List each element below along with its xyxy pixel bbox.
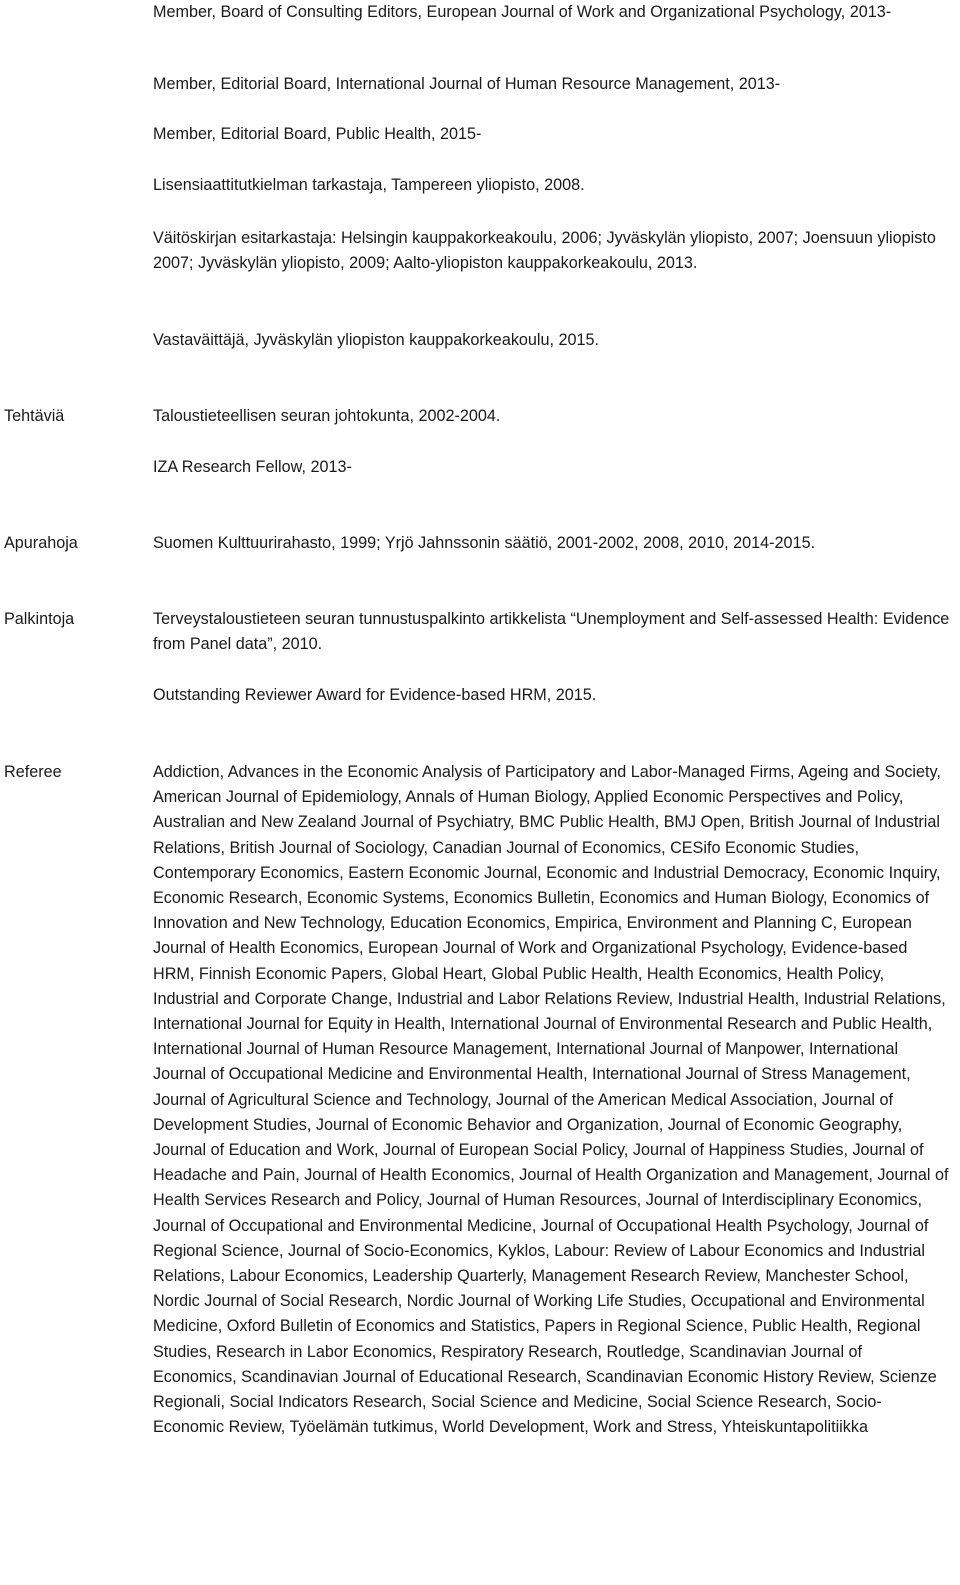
entry-opponent: Vastaväittäjä, Jyväskylän yliopiston kauppakorkeakoulu, 2015. [153, 331, 600, 349]
entry-licentiate-examiner: Lisensiaattitutkielman tarkastaja, Tampereen yliopisto, 2008. [153, 176, 585, 194]
section-label-referee: Referee [4, 763, 62, 781]
entry-tehtavia-2: IZA Research Fellow, 2013- [153, 458, 352, 476]
entry-consulting-editors: Member, Board of Consulting Editors, European Journal of Work and Organizational Psychology, 2013- [153, 3, 892, 21]
entry-palkintoja-2: Outstanding Reviewer Award for Evidence-based HRM, 2015. [153, 686, 597, 704]
referee-journal-list: Addiction, Advances in the Economic Analysis of Participatory and Labor-Managed Firms, Ageing and Society, American Journal of Epidemiology, Annals of Human Biology, Applied Economic Perspectives and Policy, Australian and New Zealand Journal of Psychiatry, BMC Public Health, BMJ Open, British Journal of Industrial Relations, British Journal of Sociology, Canadian Journal of Economics, CESifo Economic Studies, Contemporary Economics, Eastern Economic Journal, Economic and Industrial Democracy, Economic Inquiry, Economic Research, Economic Systems, Economics Bulletin, Economics and Human Biology, Economics of Innovation and New Technology, Education Economics, Empirica, Environment and Planning C, European Journal of Health Economics, European Journal of Work and Organizational Psychology, Evidence-based HRM, Finnish Economic Papers, Global Heart, Global Public Health, Health Economics, Health Policy, Industrial and Corporate Change, Industrial and Labor Relations Review, Industrial Health, Industrial Relations, International Journal for Equity in Health, International Journal of Environmental Research and Public Health, International Journal of Human Resource Management, International Journal of Manpower, International Journal of Occupational Medicine and Environmental Health, International Journal of Stress Management, Journal of Agricultural Science and Technology, Journal of the American Medical Association, Journal of Development Studies, Journal of Economic Behavior and Organization, Journal of Economic Geography, Journal of Education and Work, Journal of European Social Policy, Journal of Happiness Studies, Journal of Headache and Pain, Journal of Health Economics, Journal of Health Organization and Management, Journal of Health Services Research and Policy, Journal of Human Resources, Journal of Interdisciplinary Economics, Journal of Occupational and Environmental Medicine, Journal of Occupational Health Psychology, Journal of Regional Science, Journal of Socio-Economics, Kyklos, Labour: Review of Labour Economics and Industrial Relations, Labour Economics, Leadership Quarterly, Management Research Review, Manchester School, Nordic Journal of Social Research, Nordic Journal of Working Life Studies, Occupational and Environmental Medicine, Oxford Bulletin of Economics and Statistics, Papers in Regional Science, Public Health, Regional Studies, Research in Labor Economics, Respiratory Research, Routledge, Scandinavian Journal of Economics, Scandinavian Journal of Educational Research, Scandinavian Economic History Review, Scienze Regionali, Social Indicators Research, Social Science and Medicine, Social Science Research, Socio-Economic Review, Työelämän tutkimus, World Development, Work and Stress, Yhteiskuntapolitiikka [153, 763, 949, 1437]
entry-tehtavia-1: Taloustieteellisen seuran johtokunta, 2002-2004. [153, 407, 501, 425]
entry-editorial-board-public-health: Member, Editorial Board, Public Health, 2015- [153, 125, 482, 143]
section-label-tehtavia: Tehtäviä [4, 407, 65, 425]
entry-dissertation-preexaminer: Väitöskirjan esitarkastaja: Helsingin kauppakorkeakoulu, 2006; Jyväskylän yliopisto, 2007; Joensuun yliopisto 2007; Jyväskylän yliopisto, 2009; Aalto-yliopiston kauppakorkeakoulu, 2013. [153, 229, 936, 273]
section-label-apurahoja: Apurahoja [4, 534, 78, 552]
section-label-palkintoja: Palkintoja [4, 610, 75, 628]
entry-apurahoja-1: Suomen Kulttuurirahasto, 1999; Yrjö Jahnssonin säätiö, 2001-2002, 2008, 2010, 2014-2015. [153, 534, 816, 552]
entry-editorial-board-ijhrm: Member, Editorial Board, International Journal of Human Resource Management, 2013- [153, 75, 781, 93]
entry-palkintoja-1: Terveystaloustieteen seuran tunnustuspalkinto artikkelista “Unemployment and Self-assessed Health: Evidence from Panel data”, 2010. [153, 610, 950, 654]
